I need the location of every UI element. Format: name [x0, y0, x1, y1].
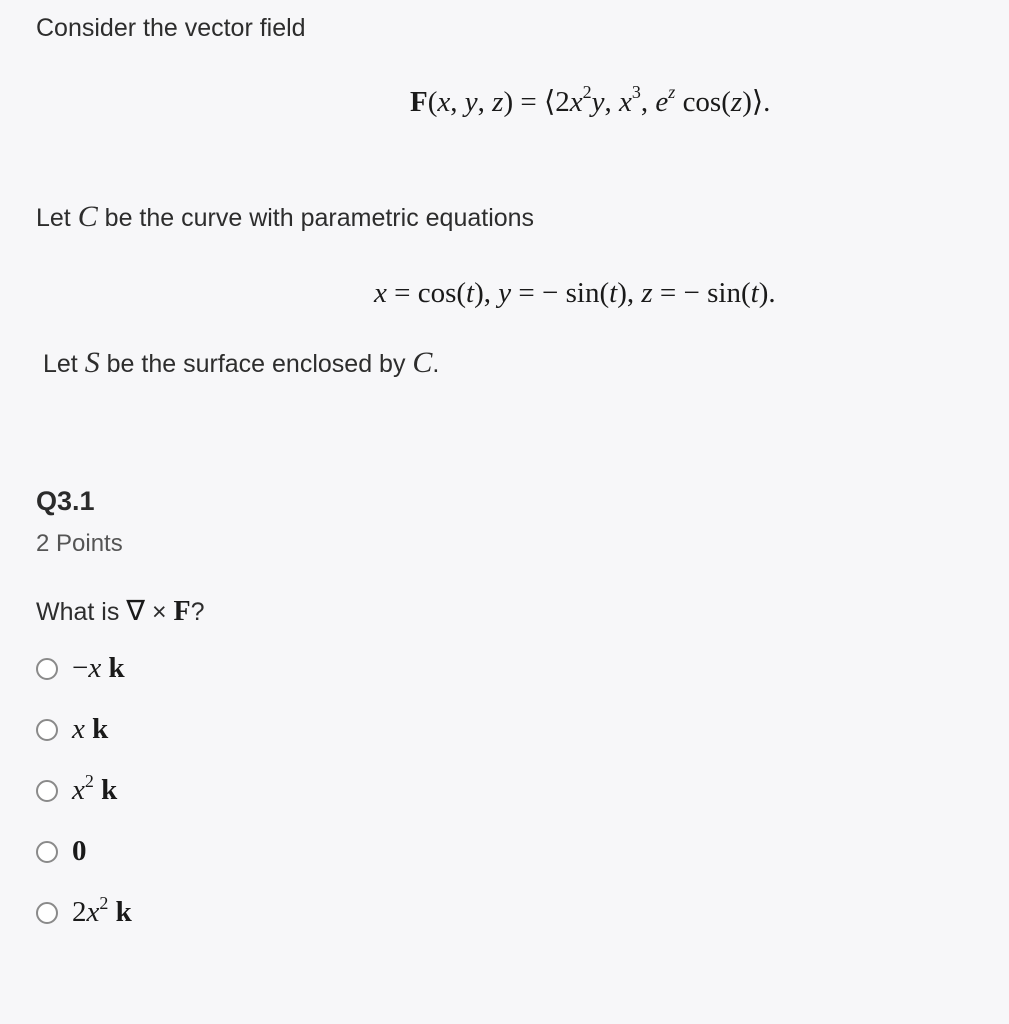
question-prompt	[36, 594, 205, 628]
field-symbol: F	[173, 596, 191, 627]
param-z-rhs: = − sin(	[652, 277, 751, 309]
option-label: x k	[72, 713, 109, 745]
param-sep: ),	[474, 277, 499, 309]
answer-option-4[interactable]	[36, 835, 87, 868]
option-label: $2x^2$ k	[72, 893, 132, 928]
question-title: Q3.1	[36, 486, 95, 516]
field-symbol: F	[410, 86, 428, 118]
answer-option-1[interactable]	[36, 652, 125, 685]
curve-definition	[36, 200, 534, 234]
param-t: t	[750, 277, 759, 309]
param-z: z	[641, 277, 653, 309]
radio-button[interactable]	[36, 841, 58, 863]
surface-symbol: S	[84, 346, 100, 379]
close-angle: )⟩.	[742, 86, 771, 118]
intro-text: Consider the vector field	[36, 14, 306, 42]
prompt-pre: What is	[36, 598, 127, 626]
param-sep: ),	[617, 277, 642, 309]
component-3-cos: cos(	[675, 86, 731, 118]
surface-pre: Let	[43, 350, 85, 378]
field-args: (x, y, z)	[427, 86, 514, 118]
component-3-e: e	[655, 86, 669, 118]
surface-definition	[43, 346, 439, 380]
param-t: t	[609, 277, 618, 309]
radio-button[interactable]	[36, 902, 58, 924]
parametric-equations	[374, 277, 776, 310]
component-3-var: z	[730, 86, 743, 118]
answer-option-2[interactable]	[36, 713, 108, 746]
radio-button[interactable]	[36, 780, 58, 802]
param-x: x	[374, 277, 387, 309]
radio-button[interactable]	[36, 658, 58, 680]
curve-post: be the curve with parametric equations	[97, 204, 535, 232]
component-1-coef: 2	[555, 86, 570, 118]
answer-option-5[interactable]	[36, 893, 132, 929]
option-label: 0	[72, 835, 87, 867]
component-1-var2: y	[591, 86, 605, 118]
option-label: −x k	[72, 652, 125, 684]
question-points: 2 Points	[36, 530, 123, 557]
param-y: y	[498, 277, 512, 309]
equals-sign: =	[513, 86, 544, 118]
component-2-exp: 3	[631, 82, 641, 102]
curve-pre: Let	[36, 204, 78, 232]
open-angle: ⟨	[543, 86, 556, 118]
param-end: ).	[758, 277, 776, 309]
param-y-rhs: = − sin(	[511, 277, 610, 309]
option-label: $x^2$ k	[72, 771, 118, 806]
times-symbol: ×	[145, 598, 174, 626]
separator: ,	[640, 86, 656, 118]
surface-post: .	[432, 350, 440, 378]
param-x-rhs: = cos(	[386, 277, 467, 309]
surface-mid: be the surface enclosed by	[99, 350, 413, 378]
component-3-exp: z	[668, 82, 676, 102]
component-2-var: x	[619, 86, 632, 118]
param-t: t	[466, 277, 475, 309]
nabla-symbol: ∇	[126, 596, 146, 627]
curve-symbol: C	[77, 200, 98, 233]
component-1-var: x	[569, 86, 583, 118]
prompt-post: ?	[190, 598, 205, 626]
vector-field-equation	[410, 84, 770, 119]
answer-option-3[interactable]	[36, 771, 118, 807]
curve-symbol: C	[412, 346, 433, 379]
component-1-exp: 2	[582, 82, 592, 102]
radio-button[interactable]	[36, 719, 58, 741]
separator: ,	[604, 86, 620, 118]
